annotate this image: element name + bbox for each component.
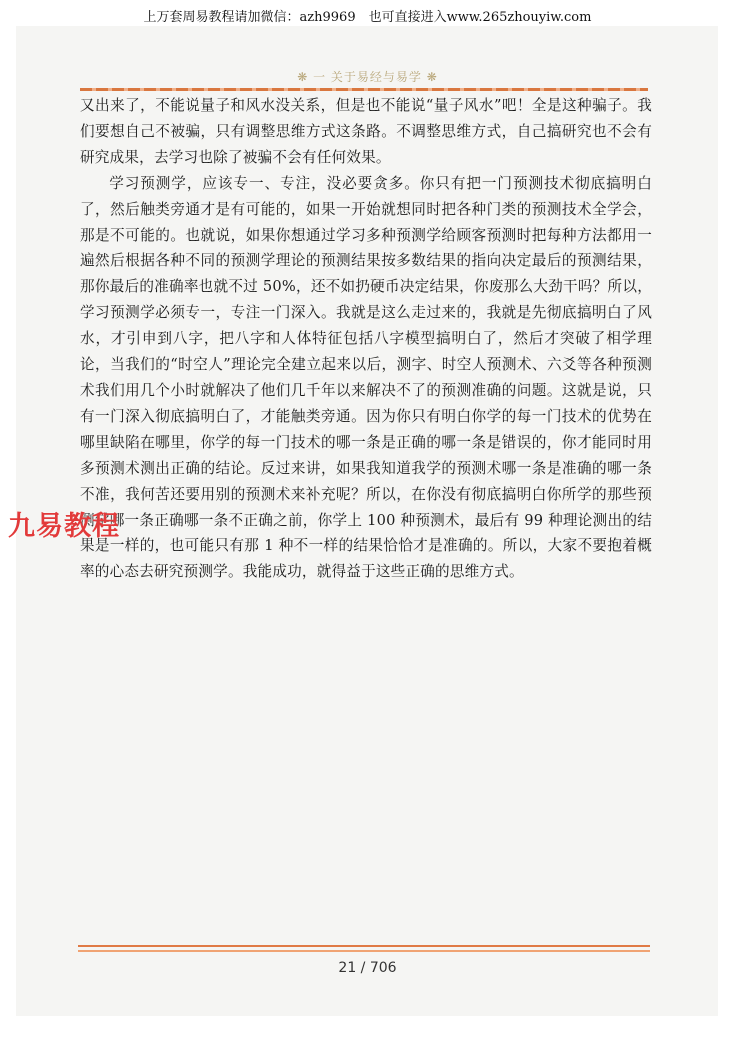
watermark-stamp: 九易教程 xyxy=(8,511,120,542)
paragraph: 学习预测学，应该专一、专注，没必要贪多。你只有把一门预测技术彻底搞明白了，然后触类旁通才是有可能的，如果一开始就想同时把各种门类的预测技术全学会，那是不可能的。也就说，如果你想通过学习多种预测学给顾客预测时把每种方法都用一遍然后根据各种不同的预测学理论的预测结果按多数结果的指向决定最后的预测结果，那你最后的准确率也就不过 50%，还不如扔硬币决定结果，你废那么大劲干吗？所以，学习预测学必须专一，专注一门深入。我就是这么走过来的，我就是先彻底搞明白了风水，才引申到八字，把八字和人体特征包括八字模型搞明白了，然后才突破了相学理论，当我们的“时空人”理论完全建立起来以后，测字、时空人预测术、六爻等各种预测术我们用几个小时就解决了他们几千年以来解决不了的预测准确的问题。这就是说，只有一门深入彻底搞明白了，才能触类旁通。因为你只有明白你学的每一门技术的优势在哪里缺陷在哪里，你学的每一门技术的哪一条是正确的哪一条是错误的，你才能同时用多预测术测出正确的结论。反过来讲，如果我知道我学的预测术哪一条是准确的哪一条不准，我何苦还要用别的预测术来补充呢？所以，在你没有彻底搞明白你所学的那些预测学哪一条正确哪一条不正确之前，你学上 100 种预测术，最后有 99 种理论测出的结果是一样的，也可能只有那 1 种不一样的结果恰恰才是准确的。所以，大家不要抱着概率的心态去研究预测学。我能成功，就得益于这些正确的思维方式。 xyxy=(80,174,652,581)
running-head: ❋ 一 关于易经与易学 ❋ xyxy=(297,70,438,84)
footer-rule-bottom xyxy=(78,950,650,952)
page-number: 21 / 706 xyxy=(338,960,397,976)
footer-rule-top xyxy=(78,945,650,947)
body-text xyxy=(80,93,652,585)
header-rule xyxy=(80,88,648,91)
watermark-banner: 上万套周易教程请加微信：azh9969 也可直接进入www.265zhouyiw.com xyxy=(143,10,592,25)
paragraph-continued: 又出来了，不能说量子和风水没关系，但是也不能说“量子风水”吧！全是这种骗子。我们要想自己不被骗，只有调整思维方式这条路。不调整思维方式，自己搞研究也不会有研究成果，去学习也除了被骗不会有任何效果。 xyxy=(80,97,652,166)
